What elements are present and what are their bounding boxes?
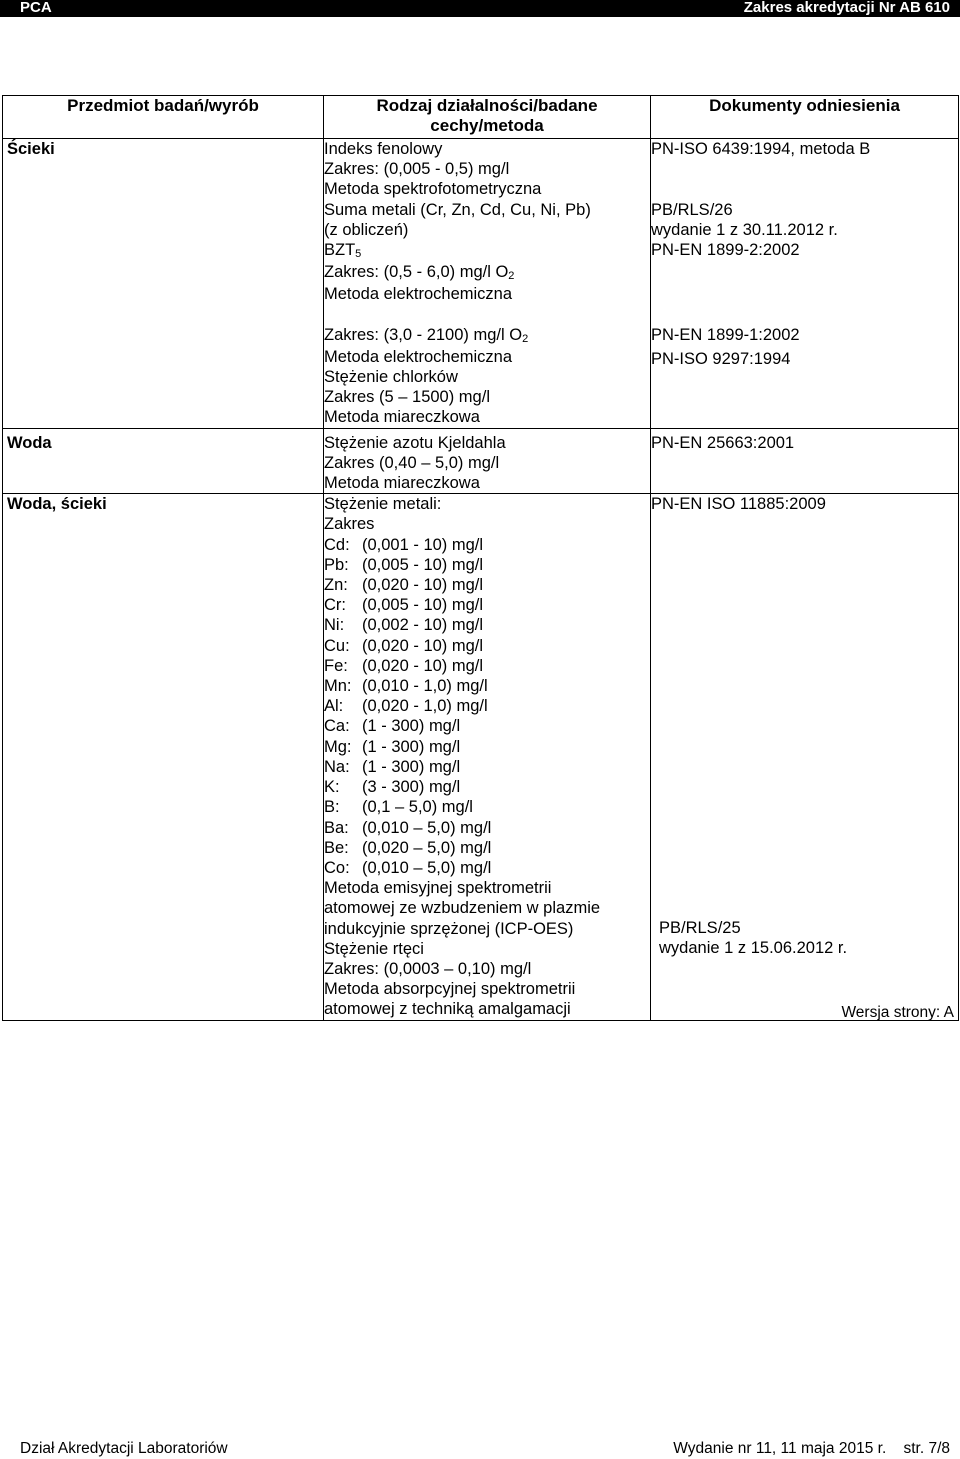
activity-cell <box>324 494 651 1020</box>
metal-range: (1 - 300) mg/l <box>362 737 461 756</box>
fenol-line-2: Zakres: (0,005 - 0,5) mg/l <box>324 160 510 179</box>
metal-row <box>324 696 650 716</box>
bzt-title: BZT5 <box>324 241 362 261</box>
metal-symbol: Cd: <box>324 535 350 554</box>
metal-range: (0,010 - 1,0) mg/l <box>362 677 488 696</box>
metals-list <box>324 535 650 878</box>
header-title: Zakres akredytacji Nr AB 610 <box>743 0 950 16</box>
documents-cell <box>651 494 959 1020</box>
metal-row <box>324 676 650 696</box>
metals-method-2: atomowej ze wzbudzeniem w plazmie <box>324 899 601 918</box>
metale-doc-2: wydanie 1 z 30.11.2012 r. <box>651 220 838 239</box>
page-version: Wersja strony: A <box>841 1004 954 1021</box>
metal-row <box>324 615 650 635</box>
bzt-range: Zakres: (0,5 - 6,0) mg/l O2 <box>324 263 515 283</box>
metal-row <box>324 797 650 817</box>
metal-range: (0,005 - 10) mg/l <box>362 596 484 615</box>
bzt-doc: PN-EN 1899-2:2002 <box>651 241 800 260</box>
fenol-doc: PN-ISO 6439:1994, metoda B <box>651 140 871 158</box>
metal-row <box>324 737 650 757</box>
metals-title-1: Stężenie metali: <box>324 495 442 514</box>
metal-range: (0,001 - 10) mg/l <box>362 535 484 554</box>
metal-symbol: Al: <box>324 697 344 716</box>
subject-woda-scieki: Woda, ścieki <box>7 495 107 514</box>
bzt-method: Metoda elektrochemiczna <box>324 285 513 304</box>
metal-symbol: Zn: <box>324 576 348 595</box>
metal-range: (1 - 300) mg/l <box>362 717 461 736</box>
metale-line-2: (z obliczeń) <box>324 220 409 239</box>
metal-range: (0,020 - 10) mg/l <box>362 656 484 675</box>
hg-doc-2: wydanie 1 z 15.06.2012 r. <box>659 939 848 958</box>
metal-row <box>324 555 650 575</box>
hg-line-4: atomowej z techniką amalgamacji <box>324 1000 571 1019</box>
metal-row <box>324 595 650 615</box>
subject-cell <box>3 139 324 429</box>
metal-row <box>324 858 650 878</box>
metal-row <box>324 656 650 676</box>
hg-line-1: Stężenie rtęci <box>324 939 424 958</box>
col-header-activity: Rodzaj działalności/badane cechy/metoda <box>324 96 651 139</box>
metal-range: (0,005 - 10) mg/l <box>362 555 484 574</box>
metal-range: (3 - 300) mg/l <box>362 778 461 797</box>
metale-doc-1: PB/RLS/26 <box>651 200 733 219</box>
metal-row <box>324 716 650 736</box>
table-header-row <box>3 96 959 139</box>
metal-range: (0,020 – 5,0) mg/l <box>362 838 492 857</box>
metal-row <box>324 636 650 656</box>
metal-row <box>324 757 650 777</box>
metal-row <box>324 777 650 797</box>
metal-symbol: B: <box>324 798 340 817</box>
metal-range: (0,020 - 10) mg/l <box>362 576 484 595</box>
header-org: PCA <box>20 0 52 16</box>
bzt2-range: Zakres: (3,0 - 2100) mg/l O2 <box>324 325 529 345</box>
fenol-line-1: Indeks fenolowy <box>324 140 443 158</box>
metal-symbol: Co: <box>324 858 350 877</box>
hg-line-3: Metoda absorpcyjnej spektrometrii <box>324 980 576 999</box>
metal-row <box>324 838 650 858</box>
metal-range: (0,002 - 10) mg/l <box>362 616 484 635</box>
metal-symbol: Mg: <box>324 737 352 756</box>
table-row-woda <box>3 428 959 494</box>
metal-symbol: Na: <box>324 757 350 776</box>
metal-symbol: Ba: <box>324 818 349 837</box>
metals-title-2: Zakres <box>324 515 375 534</box>
metal-symbol: Cr: <box>324 596 346 615</box>
metal-row <box>324 575 650 595</box>
table-row-scieki <box>3 139 959 429</box>
hg-line-2: Zakres: (0,0003 – 0,10) mg/l <box>324 959 532 978</box>
kjeldahl-line-3: Metoda miareczkowa <box>324 474 480 493</box>
kjeldahl-line-1: Stężenie azotu Kjeldahla <box>324 433 506 452</box>
col-header-subject: Przedmiot badań/wyrób <box>3 96 324 139</box>
activity-cell <box>324 139 651 429</box>
footer-left: Dział Akredytacji Laboratoriów <box>20 1440 228 1457</box>
table-row-woda-scieki <box>3 494 959 1020</box>
metal-row <box>324 818 650 838</box>
chlorki-line-1: Stężenie chlorków <box>324 368 458 387</box>
metal-symbol: Be: <box>324 838 349 857</box>
subject-cell <box>3 428 324 494</box>
bzt2-doc: PN-EN 1899-1:2002 <box>651 325 800 344</box>
metale-line-1: Suma metali (Cr, Zn, Cd, Cu, Ni, Pb) <box>324 200 591 219</box>
chlorki-doc: PN-ISO 9297:1994 <box>651 349 791 368</box>
chlorki-line-2: Zakres (5 – 1500) mg/l <box>324 388 490 407</box>
metals-method-3: indukcyjnie sprzężonej (ICP-OES) <box>324 919 574 938</box>
subject-woda: Woda <box>7 433 52 452</box>
bzt2-method: Metoda elektrochemiczna <box>324 347 513 366</box>
col-header-documents: Dokumenty odniesienia <box>651 96 959 139</box>
metal-symbol: Cu: <box>324 636 350 655</box>
page-header-bar <box>0 0 960 17</box>
activity-cell <box>324 428 651 494</box>
metal-range: (0,010 – 5,0) mg/l <box>362 818 492 837</box>
metal-symbol: K: <box>324 778 340 797</box>
chlorki-line-3: Metoda miareczkowa <box>324 408 480 427</box>
metal-range: (0,010 – 5,0) mg/l <box>362 858 492 877</box>
documents-cell <box>651 139 959 429</box>
metal-range: (0,020 - 10) mg/l <box>362 636 484 655</box>
metals-doc: PN-EN ISO 11885:2009 <box>651 495 826 514</box>
metal-range: (0,020 - 1,0) mg/l <box>362 697 488 716</box>
metal-range: (0,1 – 5,0) mg/l <box>362 798 473 817</box>
metal-row <box>324 535 650 555</box>
metal-symbol: Ni: <box>324 616 345 635</box>
metal-symbol: Mn: <box>324 677 352 696</box>
documents-cell <box>651 428 959 494</box>
footer-right: Wydanie nr 11, 11 maja 2015 r. str. 7/8 <box>673 1440 950 1457</box>
metal-symbol: Pb: <box>324 555 349 574</box>
subject-scieki: Ścieki <box>7 140 55 158</box>
metal-symbol: Ca: <box>324 717 350 736</box>
hg-doc-1: PB/RLS/25 <box>659 919 741 938</box>
metals-method-1: Metoda emisyjnej spektrometrii <box>324 879 552 898</box>
metal-symbol: Fe: <box>324 656 348 675</box>
kjeldahl-line-2: Zakres (0,40 – 5,0) mg/l <box>324 453 500 472</box>
kjeldahl-doc: PN-EN 25663:2001 <box>651 433 795 452</box>
metal-range: (1 - 300) mg/l <box>362 757 461 776</box>
accreditation-table <box>2 95 959 1021</box>
subject-cell <box>3 494 324 1020</box>
fenol-line-3: Metoda spektrofotometryczna <box>324 180 542 199</box>
